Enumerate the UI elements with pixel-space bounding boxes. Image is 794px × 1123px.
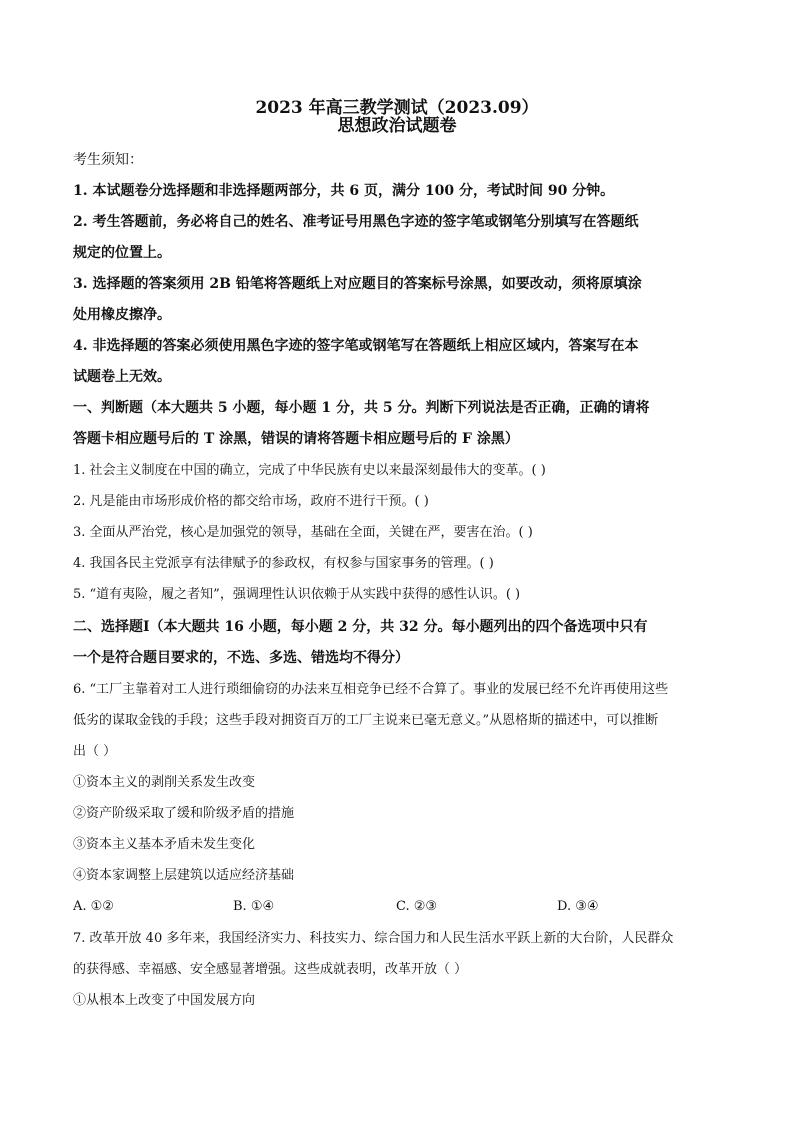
notice-item-3-line-1: 3. 选择题的答案须用 2B 铅笔将答题纸上对应题目的答案标号涂黑，如要改动，须将原填涂 (73, 276, 642, 292)
question-4: 4. 我国各民主党派享有法律赋予的参政权，有权参与国家事务的管理。( ) (73, 556, 494, 571)
question-6-choice-a: A. ①② (73, 899, 114, 914)
question-6-option-1: ①资本主义的剥削关系发生改变 (73, 775, 256, 790)
question-6-choice-c: C. ②③ (396, 899, 438, 914)
exam-title: 2023 年高三教学测试（2023.09） (255, 98, 539, 118)
question-6-option-3: ③资本主义基本矛盾未发生变化 (73, 837, 256, 852)
question-6-option-4: ④资本家调整上层建筑以适应经济基础 (73, 868, 295, 883)
notice-item-3-line-2: 处用橡皮擦净。 (73, 307, 171, 323)
question-6-stem-line-1: 6. “工厂主靠着对工人进行琐细偷窃的办法来互相竞争已经不合算了。事业的发展已经不允许再使用这些 (73, 682, 669, 697)
section-1-heading-line-2: 答题卡相应题号后的 T 涂黑，错误的请将答题卡相应题号后的 F 涂黑） (73, 431, 519, 447)
notice-item-4-line-1: 4. 非选择题的答案必须使用黑色字迹的签字笔或钢笔写在答题纸上相应区域内，答案写在本 (73, 338, 639, 354)
notice-item-2-line-1: 2. 考生答题前，务必将自己的姓名、准考证号用黑色字迹的签字笔或钢笔分别填写在答题纸 (73, 214, 639, 230)
section-1-heading-line-1: 一、判断题（本大题共 5 小题，每小题 1 分，共 5 分。判断下列说法是否正确，正确的请将 (73, 400, 650, 416)
question-6-stem-line-3: 出（ ） (73, 744, 117, 759)
notice-item-4-line-2: 试题卷上无效。 (73, 369, 171, 385)
question-1: 1. 社会主义制度在中国的确立，完成了中华民族有史以来最深刻最伟大的变革。( ) (73, 463, 546, 478)
question-6-option-2: ②资产阶级采取了缓和阶级矛盾的措施 (73, 806, 295, 821)
question-3: 3. 全面从严治党，核心是加强党的领导，基础在全面，关键在严，要害在治。( ) (73, 525, 533, 540)
question-6-choice-b: B. ①④ (233, 899, 275, 914)
section-2-heading-line-1: 二、选择题Ⅰ（本大题共 16 小题，每小题 2 分，共 32 分。每小题列出的四个备选项中只有 (73, 619, 648, 635)
notice-item-1: 1. 本试题卷分选择题和非选择题两部分，共 6 页，满分 100 分，考试时间 90 分钟。 (73, 183, 615, 199)
section-2-heading-line-2: 一个是符合题目要求的，不选、多选、错选均不得分） (73, 650, 409, 666)
notice-item-2-line-2: 规定的位置上。 (73, 245, 171, 261)
question-7-option-1: ①从根本上改变了中国发展方向 (73, 993, 256, 1008)
question-5: 5. “道有夷险，履之者知”，强调理性认识依赖于从实践中获得的感性认识。( ) (73, 587, 521, 602)
question-7-stem-line-2: 的获得感、幸福感、安全感显著增强。这些成就表明，改革开放（ ） (73, 962, 468, 977)
exam-subtitle: 思想政治试题卷 (337, 116, 457, 136)
question-6-choice-d: D. ③④ (557, 899, 599, 914)
notice-heading: 考生须知： (73, 152, 143, 168)
question-6-stem-line-2: 低劣的谋取金钱的手段；这些手段对拥资百万的工厂主说来已毫无意义。”从恩格斯的描述中，可以推断 (73, 713, 659, 728)
question-7-stem-line-1: 7. 改革开放 40 多年来，我国经济实力、科技实力、综合国力和人民生活水平跃上新的大台阶，人民群众 (73, 931, 674, 946)
question-2: 2. 凡是能由市场形成价格的都交给市场，政府不进行干预。( ) (73, 494, 429, 509)
